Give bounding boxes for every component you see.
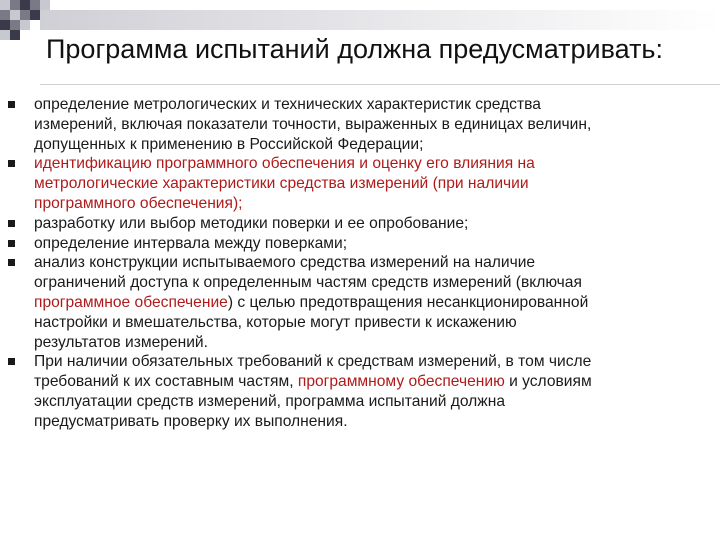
square-bullet-icon — [8, 358, 15, 365]
bullet-text — [34, 352, 698, 431]
bullet-text — [34, 253, 698, 352]
bullet-text — [34, 95, 698, 154]
bullet-list — [0, 95, 720, 432]
slide-title: Программа испытаний должна предусматривать: — [46, 34, 664, 64]
list-item — [0, 352, 720, 431]
list-item — [0, 154, 720, 213]
list-item — [0, 234, 720, 254]
list-item — [0, 214, 720, 234]
bullet-text-segment: ) с целью предотвращения несанкционированной настройки и вмешательства, которые могут привести к искажению результатов измерений. — [34, 293, 589, 351]
bullet-text — [34, 214, 698, 234]
square-bullet-icon — [8, 259, 15, 266]
square-bullet-icon — [8, 220, 15, 227]
square-bullet-icon — [8, 160, 15, 167]
highlighted-text: идентификацию программного обеспечения и оценку его влияния на метрологические характеристики средства измерений (при наличии программного обеспечения); — [34, 155, 535, 212]
list-item — [0, 95, 720, 154]
bullet-text-segment: анализ конструкции испытываемого средства измерений на наличие ограничений доступа к определенным частям средств измерений (включая — [34, 254, 582, 292]
bullet-text — [34, 154, 698, 213]
bullet-text-segment: и условиям эксплуатации средств измерений, программа испытаний должна предусматривать проверку их выполнения. — [34, 373, 592, 430]
square-bullet-icon — [8, 101, 15, 108]
bullet-text-segment: При наличии обязательных требований к средствам измерений, в том числе требований к их составным частям, — [34, 353, 592, 391]
bullet-text-segment: разработку или выбор методики поверки и ее опробование; — [34, 214, 469, 232]
highlighted-text: программное обеспечение — [34, 293, 228, 311]
list-item — [0, 253, 720, 352]
square-bullet-icon — [8, 240, 15, 247]
bullet-text-segment: определение интервала между поверками; — [34, 234, 348, 252]
bullet-text-segment: определение метрологических и технических характеристик средства измерений, включая показатели точности, выраженных в единицах величин, допущенных к применению в Российской Федерации; — [34, 96, 592, 153]
highlighted-text: программному обеспечению — [297, 373, 505, 391]
bullet-text — [34, 234, 698, 254]
title-divider — [40, 84, 720, 85]
